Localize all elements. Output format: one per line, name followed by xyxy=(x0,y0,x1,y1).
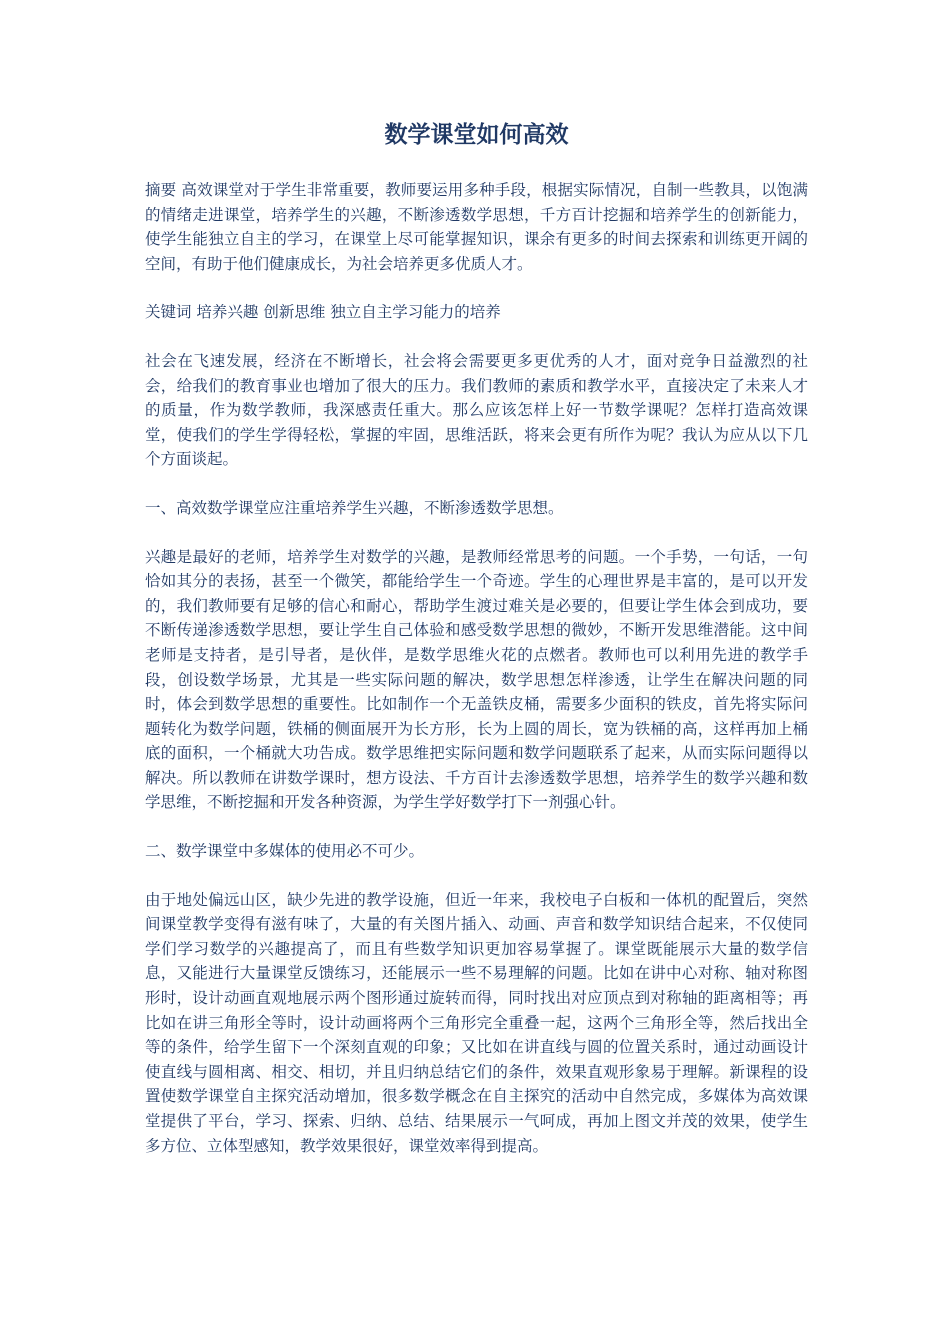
section-2-heading: 二、数学课堂中多媒体的使用必不可少。 xyxy=(145,842,425,861)
section-1-heading: 一、高效数学课堂应注重培养学生兴趣，不断渗透数学思想。 xyxy=(145,498,564,517)
keywords-line: 关键词 培养兴趣 创新思维 独立自主学习能力的培养 xyxy=(145,303,501,322)
document-page xyxy=(145,118,808,1182)
section-1-body: 兴趣是最好的老师，培养学生对数学的兴趣，是教师经常思考的问题。一个手势，一句话，一句恰如其分的表扬，甚至一个微笑，都能给学生一个奇迹。学生的心理世界是丰富的，是可以开发的，我们教师要有足够的信心和耐心，帮助学生渡过难关是必要的，但要让学生体会到成功，要不断传递渗透数学思想，要让学生自己体验和感受数学思想的微妙，不断开发思维潜能。这中间老师是支持者，是引导者，是伙伴，是数学思维火花的点燃者。教师也可以利用先进的教学手段，创设数学场景，尤其是一些实际问题的解决，数学思想怎样渗透，让学生在解决问题的同时，体会到数学思想的重要性。比如制作一个无盖铁皮桶，需要多少面积的铁皮，首先将实际问题转化为数学问题，铁桶的侧面展开为长方形，长为上圆的周长，宽为铁桶的高，这样再加上桶底的面积，一个桶就大功告成。数学思维把实际问题和数学问题联系了起来，从而实际问题得以解决。所以教师在讲数学课时，想方设法、千方百计去渗透数学思想，培养学生的数学兴趣和数学思维，不断挖掘和开发各种资源，为学生学好数学打下一剂强心针。 xyxy=(145,547,808,812)
section-2-body: 由于地处偏远山区，缺少先进的教学设施，但近一年来，我校电子白板和一体机的配置后，突然间课堂教学变得有滋有味了，大量的有关图片插入、动画、声音和数学知识结合起来，不仅使同学们学习数学的兴趣提高了，而且有些数学知识更加容易掌握了。课堂既能展示大量的数学信息，又能进行大量课堂反馈练习，还能展示一些不易理解的问题。比如在讲中心对称、轴对称图形时，设计动画直观地展示两个图形通过旋转而得，同时找出对应顶点到对称轴的距离相等；再比如在讲三角形全等时，设计动画将两个三角形完全重叠一起，这两个三角形全等，然后找出全等的条件，给学生留下一个深刻直观的印象；又比如在讲直线与圆的位置关系时，通过动画设计使直线与圆相离、相交、相切，并且归纳总结它们的条件，效果直观形象易于理解。新课程的设置使数学课堂自主探究活动增加，很多数学概念在自主探究的活动中自然完成，多媒体为高效课堂提供了平台，学习、探索、归纳、总结、结果展示一气呵成，再加上图文并茂的效果，使学生多方位、立体型感知，教学效果很好，课堂效率得到提高。 xyxy=(145,890,808,1155)
abstract-paragraph: 摘要 高效课堂对于学生非常重要，教师要运用多种手段，根据实际情况，自制一些教具，以饱满的情绪走进课堂，培养学生的兴趣，不断渗透数学思想，千方百计挖掘和培养学生的创新能力，使学生能独立自主的学习，在课堂上尽可能掌握知识，课余有更多的时间去探索和训练更开阔的空间，有助于他们健康成长，为社会培养更多优质人才。 xyxy=(145,181,808,273)
intro-paragraph: 社会在飞速发展，经济在不断增长，社会将会需要更多更优秀的人才，面对竞争日益激烈的社会，给我们的教育事业也增加了很大的压力。我们教师的素质和教学水平，直接决定了未来人才的质量，作为数学教师，我深感责任重大。那么应该怎样上好一节数学课呢？怎样打造高效课堂，使我们的学生学得轻松，掌握的牢固，思维活跃，将来会更有所作为呢？我认为应从以下几个方面谈起。 xyxy=(145,351,808,469)
page-title: 数学课堂如何高效 xyxy=(384,121,569,148)
